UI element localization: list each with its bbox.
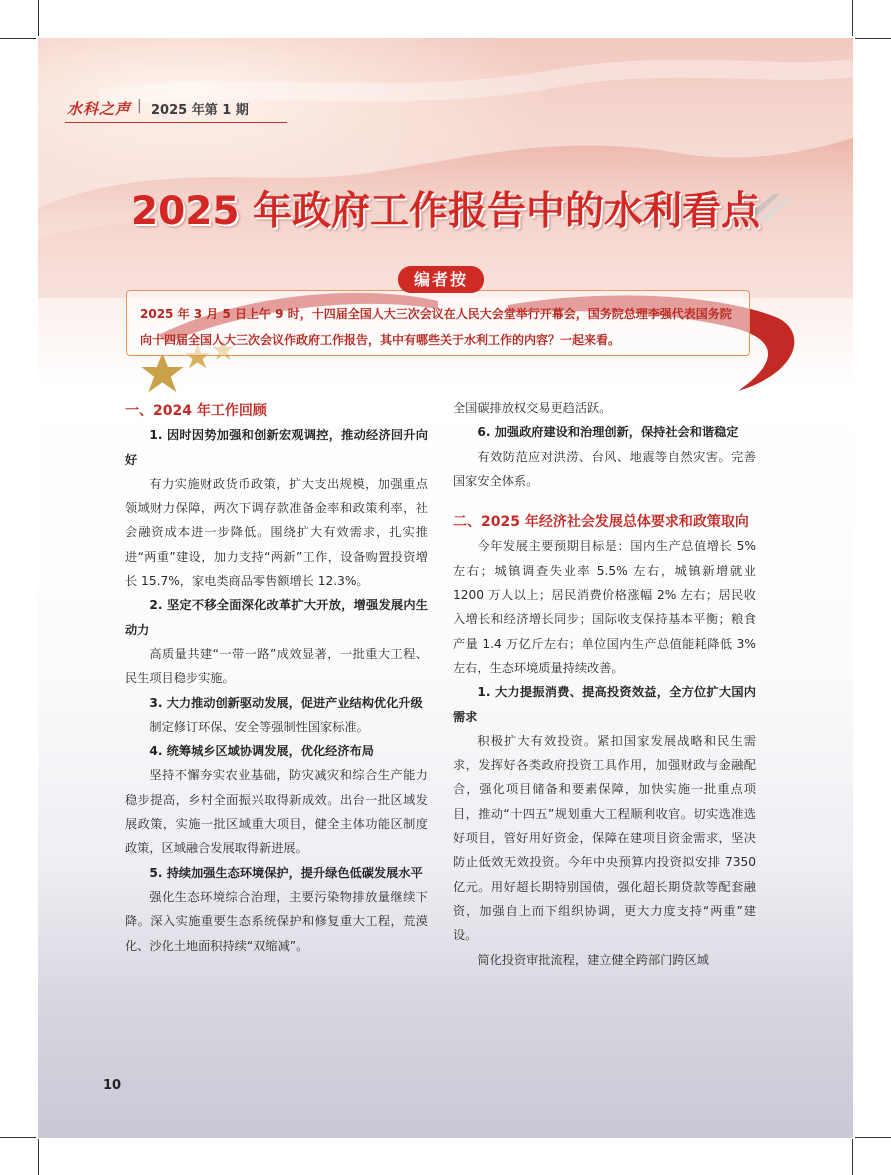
crop-mark (855, 1137, 891, 1138)
body-paragraph: 高质量共建“一带一路”成效显著，一批重大工程、民生项目稳步实施。 (125, 646, 428, 686)
crop-mark (855, 38, 891, 39)
subsection-heading: 2. 坚定不移全面深化改革扩大开放，增强发展内生动力 (125, 598, 428, 637)
subsection-heading: 3. 大力推动创新驱动发展，促进产业结构优化升级 (149, 695, 423, 710)
crop-mark (852, 1139, 853, 1175)
editor-note-text: 2025 年 3 月 5 日上午 9 时，十四届全国人大三次会议在人民大会堂举行开幕会，国务院总理李强代表国务院向十四届全国人大三次会议作政府工作报告，其中有哪些关于水利工作的内容？一起来看。 (140, 307, 732, 347)
body-paragraph: 有力实施财政货币政策，扩大支出规模，加强重点领域财力保障，两次下调存款准备金率和政策利率，社会融资成本进一步降低。围绕扩大有效需求，扎实推进“两重”建设，加力支持“两新”工作，设备购置投资增长 15.7%，家电类商品零售额增长 12.3%。 (125, 476, 428, 589)
subsection-heading: 4. 统筹城乡区域协调发展，优化经济布局 (149, 744, 374, 759)
editor-note-tag: 编者按 (398, 266, 484, 293)
magazine-brand: 水科之声 (67, 100, 132, 118)
header-sky-background (38, 38, 853, 298)
body-paragraph: 简化投资审批流程，建立健全跨部门跨区域 (477, 952, 709, 967)
running-head-separator: | (137, 98, 142, 114)
continued-paragraph: 全国碳排放权交易更趋活跃。 (453, 401, 612, 415)
crop-mark (852, 0, 853, 36)
body-paragraph: 制定修订环保、安全等强制性国家标准。 (149, 719, 369, 734)
body-paragraph: 今年发展主要预期目标是：国内生产总值增长 5% 左右；城镇调查失业率 5.5% 左右，城镇新增就业 1200 万人以上；居民消费价格涨幅 2% 左右；居民收入增长和经济增长同步；国际收支保持基本平衡；粮食产量 1.4 万亿斤左右；单位国内生产总值能耗降低 3% 左右，生态环境质量持续改善。 (453, 539, 756, 675)
body-paragraph: 有效防范应对洪涝、台风、地震等自然灾害。完善国家安全体系。 (453, 449, 756, 488)
crop-mark (0, 1137, 36, 1138)
subsection-heading: 1. 因时因势加强和创新宏观调控，推动经济回升向好 (125, 428, 428, 467)
page-number: 10 (103, 1078, 122, 1093)
crop-mark (38, 1139, 39, 1175)
subsection-heading: 6. 加强政府建设和治理创新，保持社会和谐稳定 (477, 425, 739, 440)
article-title: 2025 年政府工作报告中的水利看点 (130, 189, 761, 234)
section-gap (453, 493, 756, 507)
body-paragraph: 坚持不懈夯实农业基础，防灾减灾和综合生产能力稳步提高，乡村全面振兴取得新成效。出台一批区域发展政策，实施一批区域重大项目，健全主体功能区制度政策，区域融合发展取得新进展。 (125, 768, 428, 856)
subsection-heading: 5. 持续加强生态环境保护，提升绿色低碳发展水平 (149, 865, 423, 880)
body-paragraph: 强化生态环境综合治理，主要污染物排放量继续下降。深入实施重要生态系统保护和修复重大工程，荒漠化、沙化土地面积持续“双缩减”。 (125, 889, 428, 953)
section-heading: 一、2024 年工作回顾 (125, 403, 267, 419)
right-column (453, 396, 756, 972)
section-heading: 二、2025 年经济社会发展总体要求和政策取向 (453, 514, 749, 531)
subsection-heading: 1. 大力提振消费、提高投资效益，全方位扩大国内需求 (453, 685, 756, 724)
issue-number: 2025 年第 1 期 (151, 103, 249, 118)
crop-mark (0, 38, 36, 39)
body-paragraph: 积极扩大有效投资。紧扣国家发展战略和民生需求，发挥好各类政府投资工具作用，加强财政与金融配合，强化项目储备和要素保障，加快实施一批重点项目，推动“十四五”规划重大工程顺利收官。切实选准选好项目，管好用好资金，保障在建项目资金需求，坚决防止低效无效投资。今年中央预算内投资拟安排 7350 亿元。用好超长期特别国债，强化超长期贷款等配套融资，加强自上而下组织协调，更大力度支持“两重”建设。 (453, 733, 756, 943)
crop-mark (38, 0, 39, 36)
left-column (125, 396, 428, 958)
running-head (65, 96, 287, 123)
